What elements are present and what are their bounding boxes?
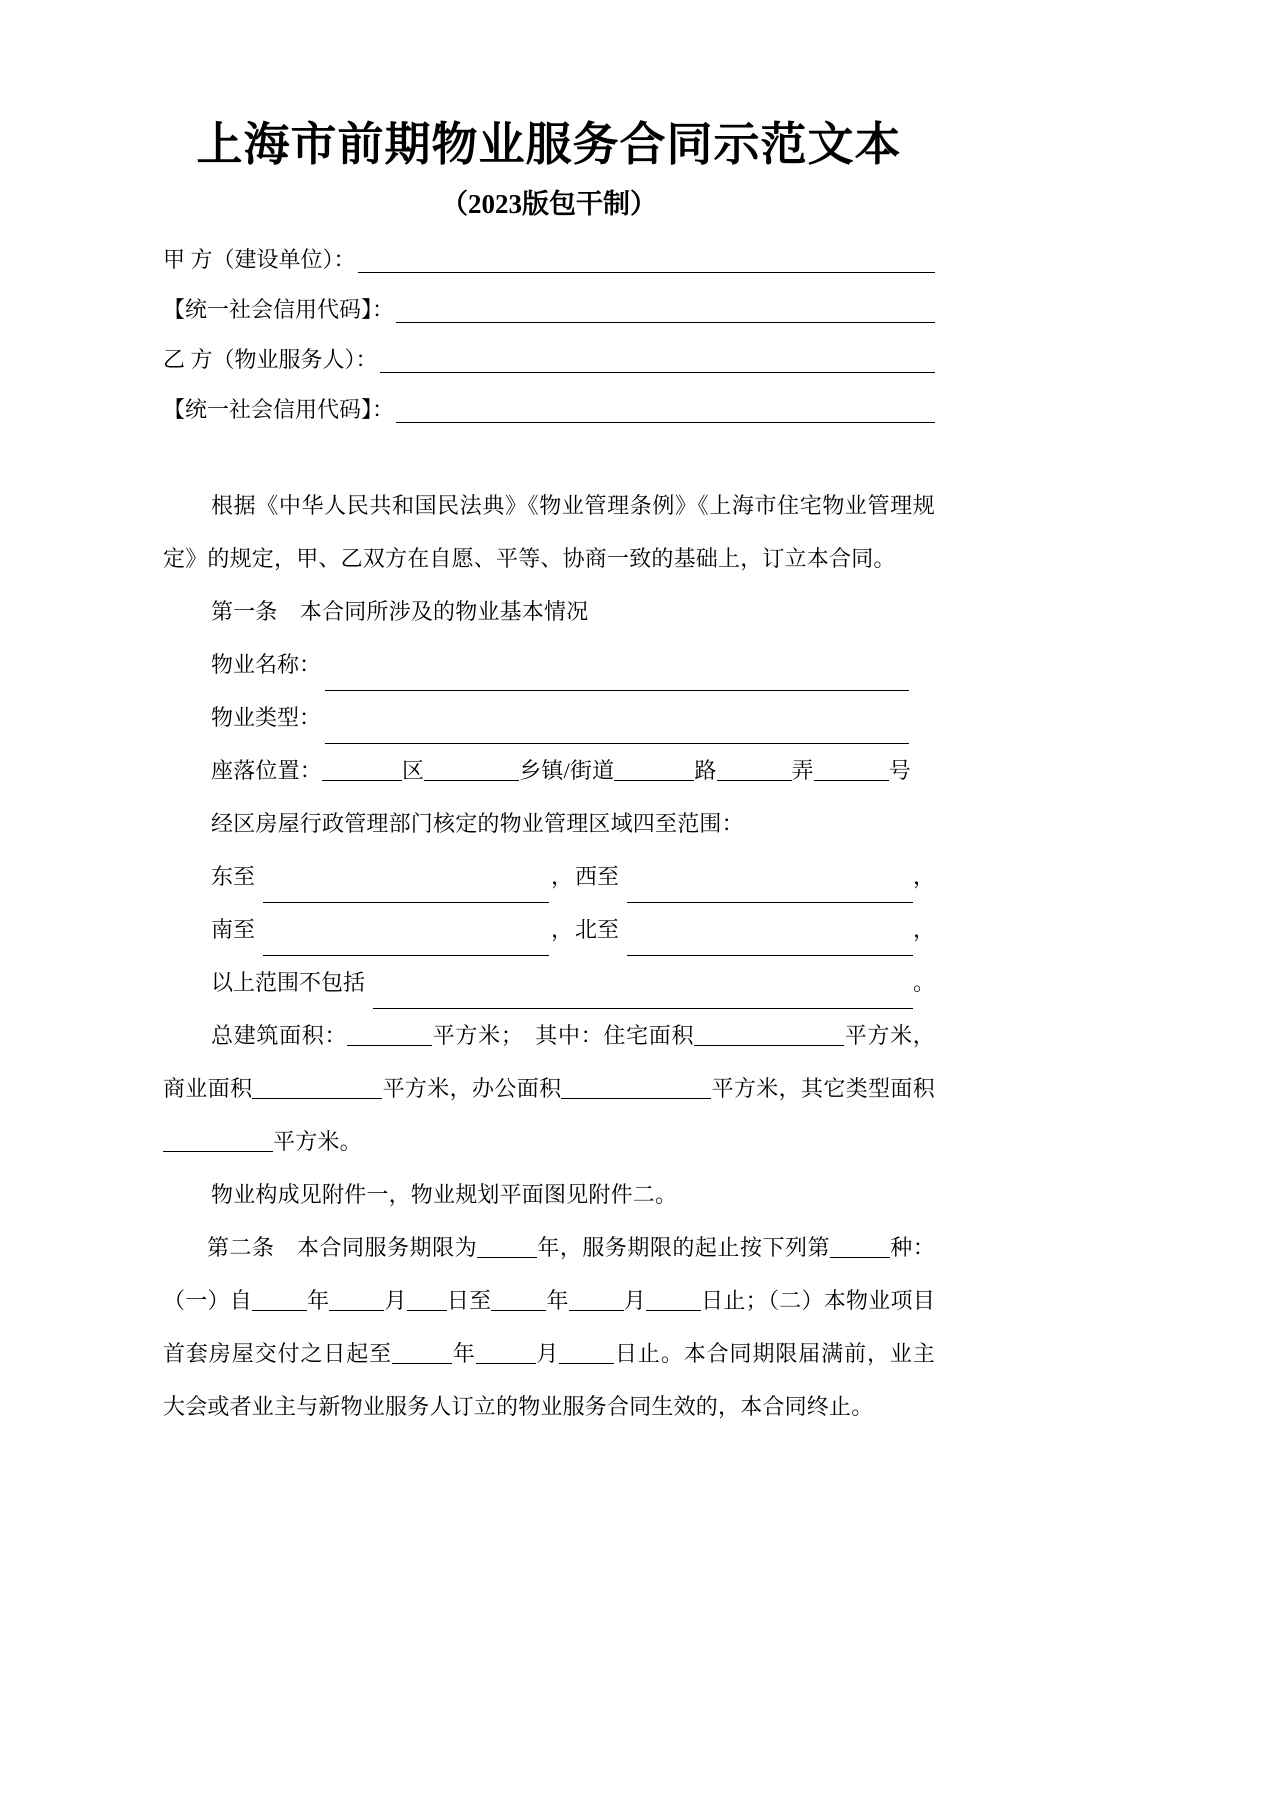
area-paragraph (163, 1009, 935, 1168)
field-property-name (163, 638, 935, 691)
field-input-end-day[interactable] (646, 1290, 701, 1311)
field-input-party-a-credit-code[interactable] (396, 300, 935, 323)
field-location-row (163, 744, 935, 797)
field-label-total-area: 总建筑面积： (211, 1023, 348, 1049)
field-label-party-a-credit-code: 【统一社会信用代码】： (163, 297, 395, 323)
unit-office-area: 平方米，其它 (711, 1076, 846, 1102)
field-input-east[interactable] (263, 876, 549, 903)
boundary-sep-3: ， (550, 917, 573, 943)
field-input-start-day[interactable] (407, 1290, 447, 1311)
field-input-office-area[interactable] (561, 1078, 711, 1099)
boundary-intro: 经区房屋行政管理部门核定的物业管理区域四至范围： (211, 811, 744, 837)
field-party-a-credit-code (163, 299, 935, 323)
option-two-prefix: （二）本物业项 (767, 1288, 913, 1314)
unit-district: 区 (402, 758, 425, 784)
field-input-south[interactable] (263, 929, 549, 956)
field-input-start-month[interactable] (329, 1290, 384, 1311)
field-input-party-b[interactable] (380, 350, 935, 373)
boundary-sep-2: ， (912, 864, 935, 890)
document-content (163, 0, 935, 1433)
field-input-property-type[interactable] (325, 717, 909, 744)
field-party-b (163, 349, 935, 373)
unit-town: 乡镇/街道 (519, 758, 615, 784)
field-input-delivery-year[interactable] (392, 1343, 452, 1364)
article-two-line4: 大会或者业主与新物业服务人订立的物业服务合同生效的，本合同终止。 (163, 1394, 874, 1420)
field-label-other-area: 类型面积 (845, 1076, 935, 1102)
unit-residential-area: 平方米， (844, 1023, 935, 1049)
unit-number: 号 (888, 758, 911, 784)
field-input-party-b-credit-code[interactable] (396, 400, 935, 423)
unit-start-day: 日至 (446, 1288, 492, 1314)
field-input-delivery-month[interactable] (476, 1343, 536, 1364)
field-input-north[interactable] (627, 929, 913, 956)
field-party-a (163, 249, 935, 273)
unit-delivery-month: 月 (535, 1341, 560, 1367)
unit-commercial-area: 平方米， (382, 1076, 472, 1102)
field-input-road[interactable] (614, 760, 694, 781)
field-input-party-a[interactable] (358, 250, 935, 273)
field-property-type (163, 691, 935, 744)
exclusions-period: 。 (912, 970, 935, 996)
unit-total-area: 平方米 (432, 1023, 501, 1049)
attachments-note: 物业构成见附件一，物业规划平面图见附件二。 (211, 1182, 678, 1208)
article-two-paragraph (163, 1221, 935, 1433)
article-one-heading: 第一条 本合同所涉及的物业基本情况 (211, 599, 589, 625)
unit-lane: 弄 (791, 758, 814, 784)
field-input-town[interactable] (424, 760, 519, 781)
field-label-exclusions: 以上范围不包括 (211, 970, 366, 996)
field-label-location: 座落位置： (211, 758, 323, 784)
field-label-south: 南至 (211, 917, 256, 943)
field-label-residential-area: 其中：住宅面积 (535, 1023, 695, 1049)
field-label-west: 西至 (575, 864, 620, 890)
area-semicolon: ； (500, 1023, 513, 1049)
field-input-number[interactable] (814, 760, 889, 781)
article-two-years-unit: 年，服务期限的起止按下列第 (537, 1235, 830, 1261)
page-subtitle: （2023版包干制） (441, 189, 657, 220)
unit-end-year: 年 (546, 1288, 569, 1314)
field-input-term-kind[interactable] (830, 1237, 890, 1258)
field-label-commercial-area: 商业面积 (163, 1076, 253, 1102)
document-body (163, 479, 935, 1433)
field-input-district[interactable] (322, 760, 402, 781)
field-label-party-a: 甲 方（建设单位）： (163, 247, 356, 273)
unit-other-area: 平方米。 (273, 1129, 362, 1155)
unit-road: 路 (694, 758, 717, 784)
field-boundary-south-north (163, 903, 935, 956)
field-boundary-east-west (163, 850, 935, 903)
field-party-b-credit-code (163, 399, 935, 423)
unit-end-month: 月 (623, 1288, 647, 1314)
field-label-property-type: 物业类型： (211, 705, 322, 731)
field-input-residential-area[interactable] (694, 1025, 844, 1046)
unit-start-year: 年 (307, 1288, 330, 1314)
field-input-total-area[interactable] (347, 1025, 432, 1046)
field-label-party-b: 乙 方（物业服务人）： (163, 347, 378, 373)
field-input-exclusions[interactable] (373, 982, 913, 1009)
article-two-kind-unit: 种： (889, 1235, 935, 1261)
field-input-delivery-day[interactable] (559, 1343, 614, 1364)
field-label-north: 北至 (575, 917, 620, 943)
unit-delivery-year: 年 (452, 1341, 476, 1367)
field-input-end-year[interactable] (491, 1290, 546, 1311)
unit-start-month: 月 (384, 1288, 407, 1314)
field-label-property-name: 物业名称： (211, 652, 322, 678)
page-title: 上海市前期物业服务合同示范文本 (196, 119, 902, 170)
field-label-party-b-credit-code: 【统一社会信用代码】： (163, 397, 395, 423)
preamble-paragraph: 根据《中华人民共和国民法典》《物业管理条例》《上海市住宅物业管理规定》的规定，甲、乙双方在自愿、平等、协商一致的基础上，订立本合同。 (163, 493, 935, 572)
field-label-office-area: 办公面积 (472, 1076, 562, 1102)
field-label-east: 东至 (211, 864, 256, 890)
boundary-sep-4: ， (912, 917, 935, 943)
field-input-end-month[interactable] (569, 1290, 624, 1311)
field-input-commercial-area[interactable] (252, 1078, 382, 1099)
option-two-line3-prefix: 目首套房屋交付之日起至 (163, 1288, 936, 1367)
party-fields (163, 249, 935, 423)
field-input-property-name[interactable] (325, 664, 909, 691)
article-two-heading: 第二条 本合同服务期限为 (207, 1235, 478, 1261)
field-input-service-years[interactable] (477, 1237, 537, 1258)
field-input-lane[interactable] (717, 760, 792, 781)
field-boundary-exclusions (163, 956, 935, 1009)
field-input-start-year[interactable] (252, 1290, 307, 1311)
unit-end-day: 日止； (701, 1288, 768, 1314)
option-two-line3-tail: 日止。本合同期限届满前，业主 (614, 1341, 935, 1367)
boundary-sep-1: ， (550, 864, 573, 890)
option-one-prefix: （一）自 (163, 1288, 253, 1314)
field-input-west[interactable] (627, 876, 913, 903)
field-input-other-area[interactable] (163, 1131, 273, 1152)
